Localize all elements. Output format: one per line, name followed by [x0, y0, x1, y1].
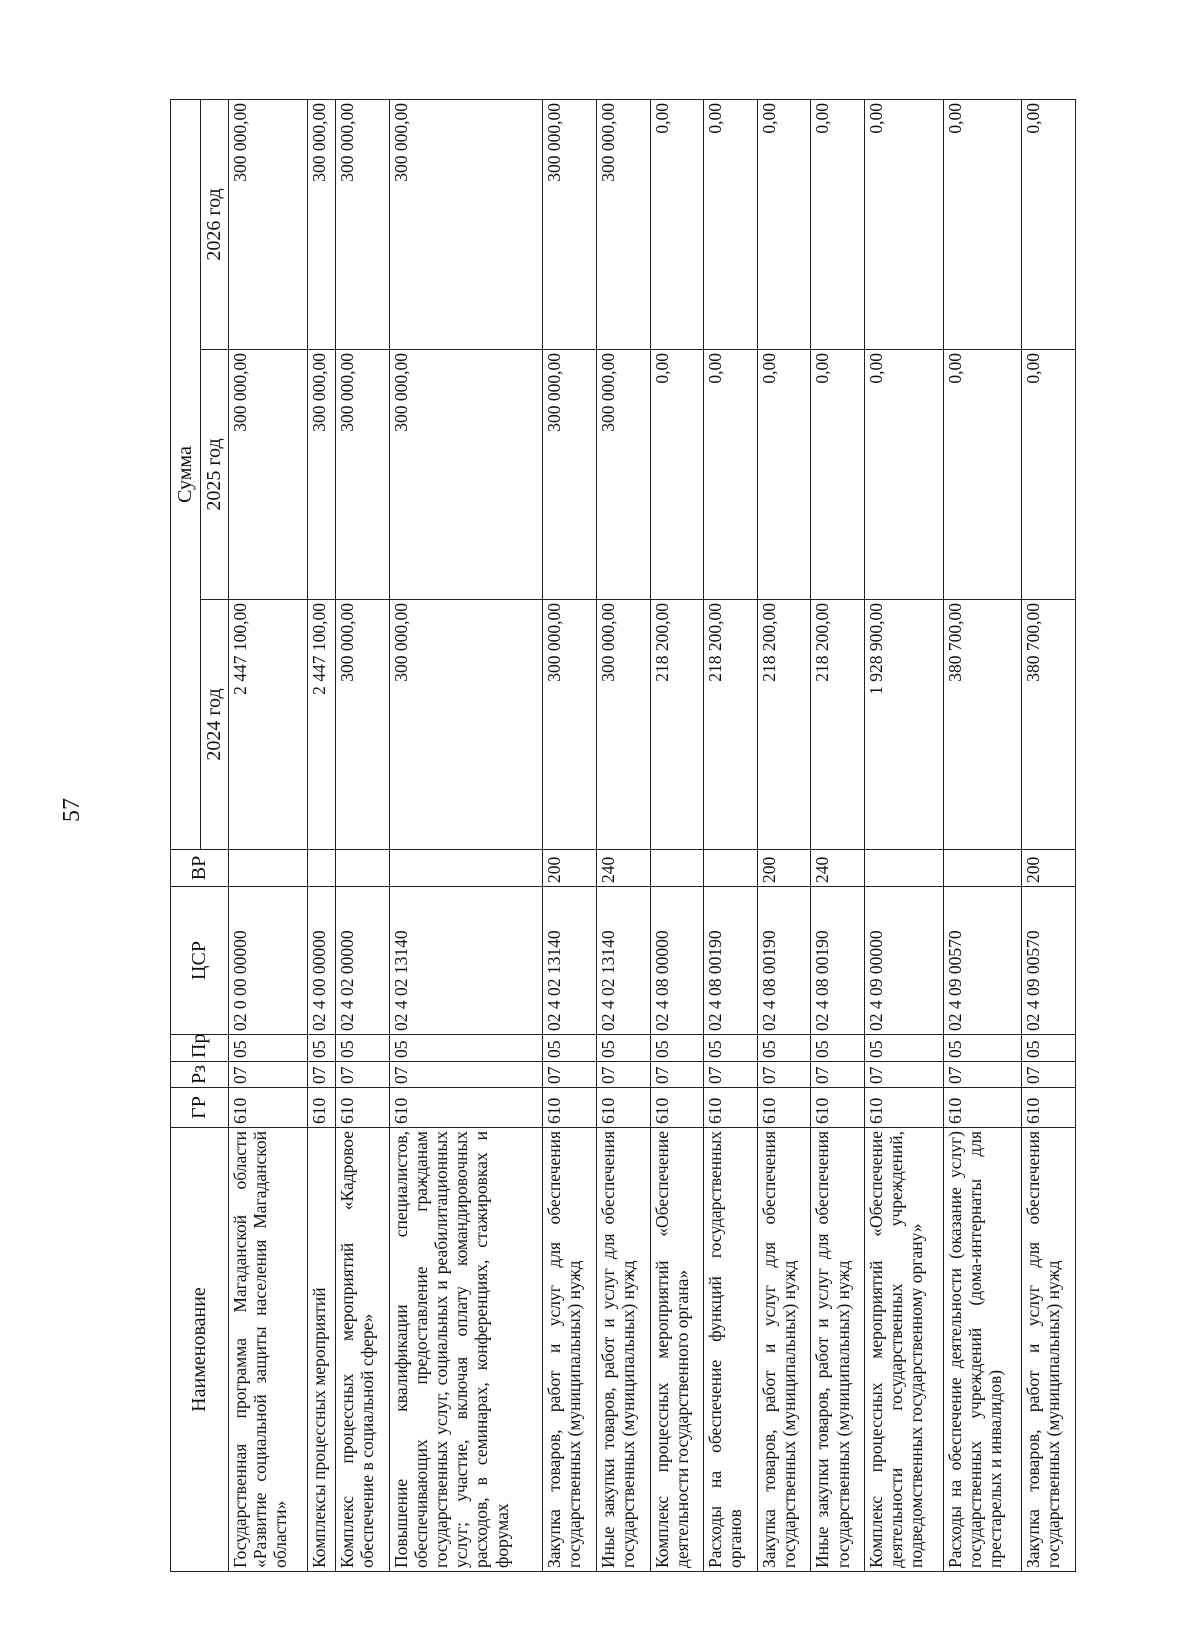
row-pr: 05	[943, 1035, 1022, 1062]
table-row	[389, 99, 542, 1571]
row-pr: 05	[389, 1035, 542, 1062]
header-vr: ВР	[171, 850, 229, 887]
row-sum-2025: 300 000,00	[336, 350, 390, 600]
row-sum-2024: 2 447 100,00	[307, 600, 336, 850]
table-row	[865, 99, 944, 1571]
row-gr: 610	[865, 1088, 944, 1128]
row-pr: 05	[650, 1035, 704, 1062]
row-sum-2025: 300 000,00	[596, 350, 650, 600]
row-gr: 610	[943, 1088, 1022, 1128]
table-row	[596, 99, 650, 1571]
row-rz: 07	[543, 1062, 597, 1088]
row-csr: 02 4 08 00000	[650, 887, 704, 1035]
row-csr: 02 4 09 00000	[865, 887, 944, 1035]
row-rz: 07	[1022, 1062, 1076, 1088]
row-sum-2026: 300 000,00	[543, 99, 597, 349]
row-sum-2026: 300 000,00	[336, 99, 390, 349]
row-gr: 610	[543, 1088, 597, 1128]
row-csr: 02 0 00 00000	[229, 887, 308, 1035]
table-row	[307, 99, 336, 1571]
rotated-table-container	[170, 100, 1076, 1572]
row-pr: 05	[1022, 1035, 1076, 1062]
row-csr: 02 4 02 13140	[543, 887, 597, 1035]
row-name: Расходы на обеспечение деятельности (оказание услуг) государственных учреждений (дома-интернаты для престарелых и инвалидов)	[943, 1128, 1022, 1572]
table-row	[543, 99, 597, 1571]
row-pr: 05	[757, 1035, 811, 1062]
row-vr: 240	[596, 850, 650, 887]
row-gr: 610	[596, 1088, 650, 1128]
row-pr: 05	[704, 1035, 758, 1062]
row-sum-2026: 300 000,00	[389, 99, 542, 349]
row-name: Комплекс процессных мероприятий «Кадровое обеспечение в социальной сфере»	[336, 1128, 390, 1572]
row-sum-2025: 0,00	[865, 350, 944, 600]
row-sum-2025: 0,00	[757, 350, 811, 600]
row-vr	[336, 850, 390, 887]
header-csr: ЦСР	[171, 887, 229, 1035]
row-sum-2025: 300 000,00	[543, 350, 597, 600]
row-sum-2026: 300 000,00	[307, 99, 336, 349]
row-pr: 05	[811, 1035, 865, 1062]
row-sum-2025: 300 000,00	[389, 350, 542, 600]
table-row	[704, 99, 758, 1571]
row-sum-2025: 0,00	[1022, 350, 1076, 600]
row-sum-2026: 0,00	[704, 99, 758, 349]
row-sum-2024: 380 700,00	[943, 600, 1022, 850]
row-sum-2024: 218 200,00	[704, 600, 758, 850]
row-sum-2024: 218 200,00	[650, 600, 704, 850]
row-pr: 05	[336, 1035, 390, 1062]
row-rz: 07	[389, 1062, 542, 1088]
budget-table	[170, 99, 1076, 1572]
header-row	[171, 99, 201, 1571]
table-row	[1022, 99, 1076, 1571]
row-sum-2026: 0,00	[865, 99, 944, 349]
row-gr: 610	[650, 1088, 704, 1128]
row-sum-2024: 2 447 100,00	[229, 600, 308, 850]
row-gr: 610	[757, 1088, 811, 1128]
header-2025: 2025 год	[201, 350, 229, 600]
row-vr	[229, 850, 308, 887]
row-vr: 200	[757, 850, 811, 887]
row-name: Комплекс процессных мероприятий «Обеспечение деятельности государственного органа»	[650, 1128, 704, 1572]
table-row	[757, 99, 811, 1571]
row-sum-2025: 0,00	[811, 350, 865, 600]
row-name: Комплексы процессных мероприятий	[307, 1128, 336, 1572]
row-name: Иные закупки товаров, работ и услуг для обеспечения государственных (муниципальных) нужд	[811, 1128, 865, 1572]
row-vr	[389, 850, 542, 887]
row-pr: 05	[596, 1035, 650, 1062]
row-name: Комплекс процессных мероприятий «Обеспечение деятельности государственных учреждений, подведомственных государственному органу»	[865, 1128, 944, 1572]
row-sum-2025: 300 000,00	[307, 350, 336, 600]
row-csr: 02 4 02 00000	[336, 887, 390, 1035]
row-rz: 07	[596, 1062, 650, 1088]
row-vr	[943, 850, 1022, 887]
row-sum-2026: 0,00	[650, 99, 704, 349]
row-vr: 200	[543, 850, 597, 887]
row-rz: 07	[229, 1062, 308, 1088]
row-csr: 02 4 09 00570	[1022, 887, 1076, 1035]
row-csr: 02 4 00 00000	[307, 887, 336, 1035]
row-rz: 07	[757, 1062, 811, 1088]
row-sum-2025: 0,00	[704, 350, 758, 600]
row-csr: 02 4 08 00190	[811, 887, 865, 1035]
row-rz: 07	[650, 1062, 704, 1088]
row-rz: 07	[336, 1062, 390, 1088]
row-sum-2026: 0,00	[811, 99, 865, 349]
row-sum-2024: 218 200,00	[757, 600, 811, 850]
row-vr	[307, 850, 336, 887]
row-sum-2026: 0,00	[1022, 99, 1076, 349]
row-sum-2024: 300 000,00	[389, 600, 542, 850]
row-sum-2026: 0,00	[943, 99, 1022, 349]
row-csr: 02 4 08 00190	[704, 887, 758, 1035]
row-sum-2024: 300 000,00	[336, 600, 390, 850]
table-row	[229, 99, 308, 1571]
row-rz: 07	[811, 1062, 865, 1088]
row-pr: 05	[865, 1035, 944, 1062]
row-name: Расходы на обеспечение функций государственных органов	[704, 1128, 758, 1572]
table-row	[811, 99, 865, 1571]
table-row	[336, 99, 390, 1571]
row-gr: 610	[811, 1088, 865, 1128]
header-name: Наименование	[171, 1128, 229, 1572]
row-sum-2025: 0,00	[650, 350, 704, 600]
table-row	[943, 99, 1022, 1571]
row-gr: 610	[229, 1088, 308, 1128]
row-csr: 02 4 02 13140	[596, 887, 650, 1035]
row-gr: 610	[307, 1088, 336, 1128]
row-sum-2026: 300 000,00	[229, 99, 308, 349]
row-vr	[650, 850, 704, 887]
row-name: Закупка товаров, работ и услуг для обеспечения государственных (муниципальных) нужд	[757, 1128, 811, 1572]
row-vr: 200	[1022, 850, 1076, 887]
row-gr: 610	[389, 1088, 542, 1128]
row-rz: 07	[307, 1062, 336, 1088]
header-2026: 2026 год	[201, 99, 229, 349]
row-pr: 05	[543, 1035, 597, 1062]
header-gr: ГР	[171, 1088, 229, 1128]
row-rz: 07	[943, 1062, 1022, 1088]
header-sum: Сумма	[171, 99, 201, 849]
row-sum-2024: 300 000,00	[596, 600, 650, 850]
row-vr	[704, 850, 758, 887]
row-name: Повышение квалификации специалистов, обеспечивающих предоставление гражданам государственных услуг, социальных и реабилитационных услуг; участие, включая оплату командировочных расходов, в семинарах, конференциях, стажировках и форумах	[389, 1128, 542, 1572]
row-sum-2025: 300 000,00	[229, 350, 308, 600]
table-row	[650, 99, 704, 1571]
row-gr: 610	[1022, 1088, 1076, 1128]
row-vr	[865, 850, 944, 887]
row-csr: 02 4 08 00190	[757, 887, 811, 1035]
row-sum-2026: 300 000,00	[596, 99, 650, 349]
row-csr: 02 4 02 13140	[389, 887, 542, 1035]
row-vr: 240	[811, 850, 865, 887]
header-rz: Рз	[171, 1062, 229, 1088]
header-2024: 2024 год	[201, 600, 229, 850]
table-body	[229, 99, 1076, 1571]
page-number: 57	[59, 798, 85, 822]
header-pr: Пр	[171, 1035, 229, 1062]
row-pr: 05	[307, 1035, 336, 1062]
row-sum-2025: 0,00	[943, 350, 1022, 600]
row-rz: 07	[704, 1062, 758, 1088]
row-sum-2024: 300 000,00	[543, 600, 597, 850]
row-name: Государственная программа Магаданской области «Развитие социальной защиты населения Магаданской области»	[229, 1128, 308, 1572]
row-gr: 610	[704, 1088, 758, 1128]
row-rz: 07	[865, 1062, 944, 1088]
row-sum-2024: 218 200,00	[811, 600, 865, 850]
row-sum-2024: 380 700,00	[1022, 600, 1076, 850]
row-csr: 02 4 09 00570	[943, 887, 1022, 1035]
row-sum-2024: 1 928 900,00	[865, 600, 944, 850]
row-name: Иные закупки товаров, работ и услуг для обеспечения государственных (муниципальных) нужд	[596, 1128, 650, 1572]
row-sum-2026: 0,00	[757, 99, 811, 349]
row-pr: 05	[229, 1035, 308, 1062]
row-gr: 610	[336, 1088, 390, 1128]
row-name: Закупка товаров, работ и услуг для обеспечения государственных (муниципальных) нужд	[543, 1128, 597, 1572]
row-name: Закупка товаров, работ и услуг для обеспечения государственных (муниципальных) нужд	[1022, 1128, 1076, 1572]
